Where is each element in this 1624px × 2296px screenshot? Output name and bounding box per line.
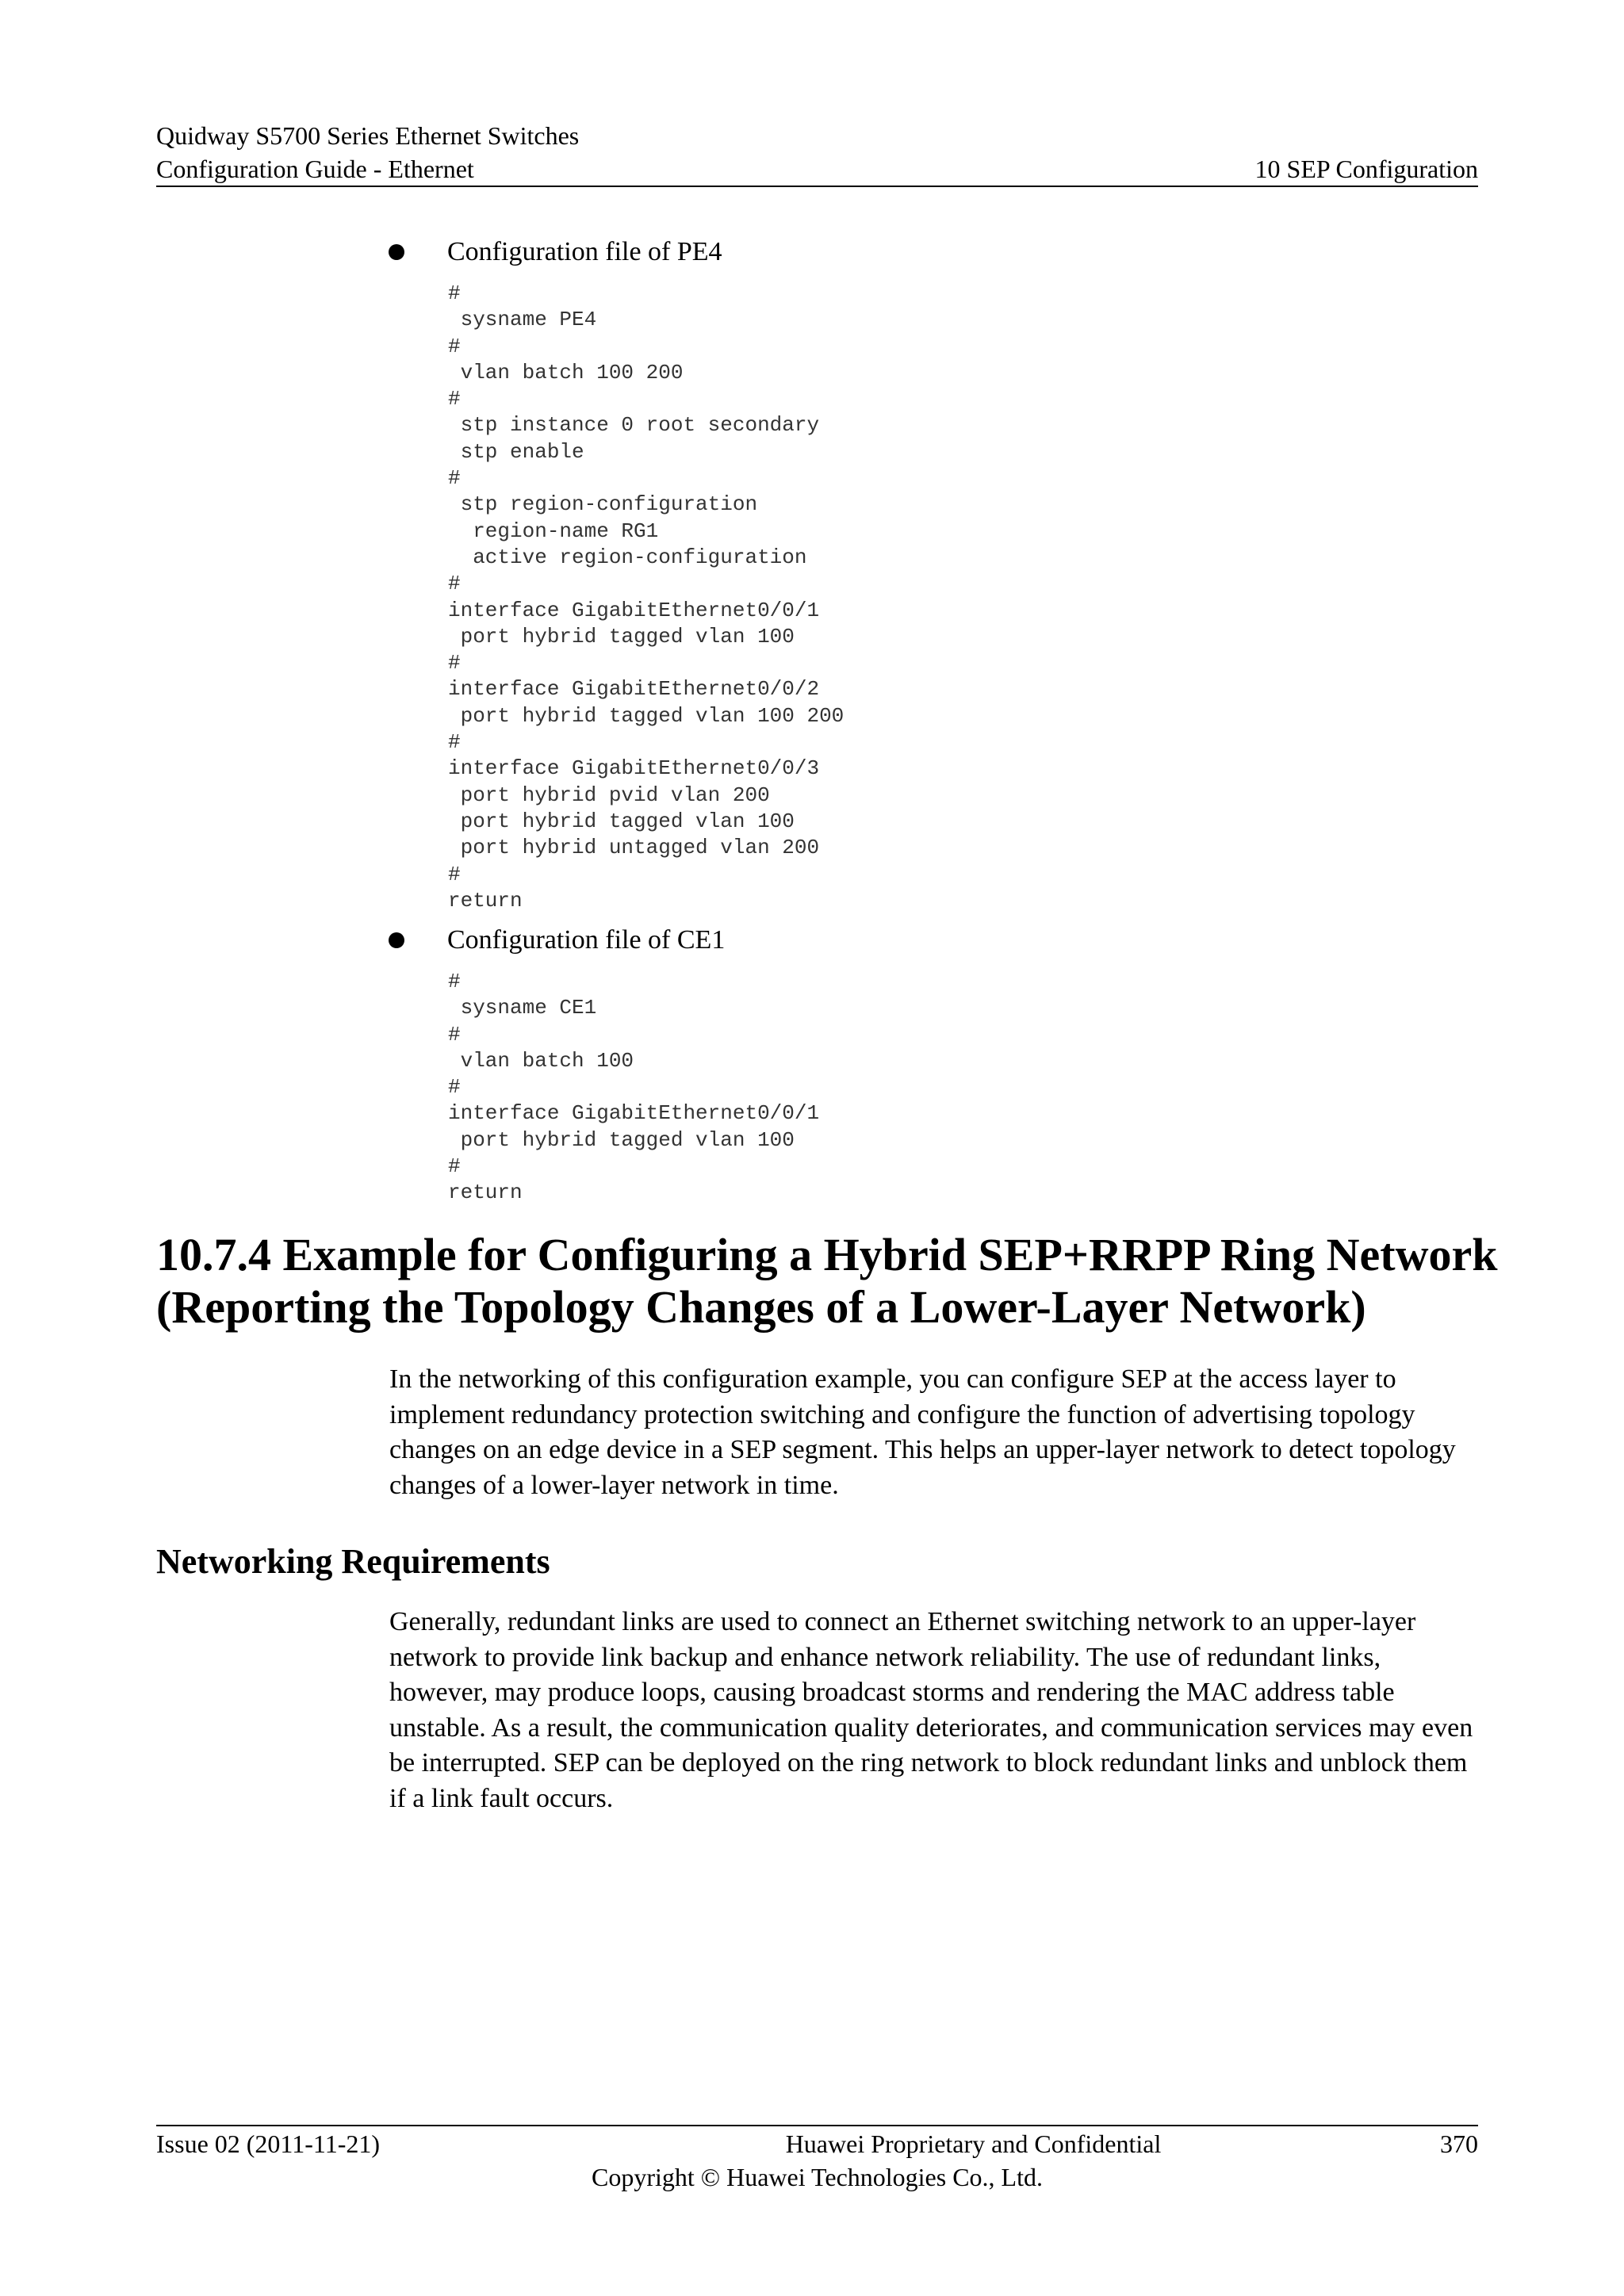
page-header xyxy=(156,119,1478,186)
bullet-dot-icon xyxy=(389,244,404,260)
footer-divider xyxy=(156,2125,1478,2126)
bullet-pe4-config xyxy=(389,235,722,270)
bullet-ce1-config xyxy=(389,923,725,958)
code-block-pe4: # sysname PE4 # vlan batch 100 200 # stp instance 0 root secondary stp enable # stp region-configuration region-name RG1 active region-configuration # interface GigabitEthernet0/0/1 port hybrid tagged vlan 100 # interface GigabitEthernet0/0/2 port hybrid tagged vlan 100 200 # interface GigabitEthernet0/0/3 port hybrid pvid vlan 200 port hybrid tagged vlan 100 port hybrid untagged vlan 200 # return xyxy=(448,281,845,913)
bullet-label: Configuration file of PE4 xyxy=(447,237,722,266)
header-guide: Configuration Guide - Ethernet xyxy=(156,155,474,183)
section-title xyxy=(156,1229,1504,1334)
bullet-dot-icon xyxy=(389,932,404,948)
header-chapter: 10 SEP Configuration xyxy=(1254,155,1478,183)
bullet-label: Configuration file of CE1 xyxy=(447,925,726,955)
header-divider xyxy=(156,186,1478,187)
footer-issue: Issue 02 (2011-11-21) xyxy=(156,2130,381,2158)
section-intro: In the networking of this configuration example, you can configure SEP at the access layer to implement redundancy protection switching and configure the function of advertising topology changes on an edge device in a SEP segment. This helps an upper-layer network to detect topology changes of a lower-layer network in time. xyxy=(389,1364,1456,1500)
page-footer xyxy=(156,2127,1478,2194)
networking-body: Generally, redundant links are used to connect an Ethernet switching network to an upper-layer network to provide link backup and enhance network reliability. The use of redundant links, however, may produce loops, causing broadcast storms and rendering the MAC address table unstable. As a result, the communication quality deteriorates, and communication services may even be interrupted. SEP can be deployed on the ring network to block redundant links and unblock them if a link fault occurs. xyxy=(389,1607,1473,1813)
footer-confidential: Huawei Proprietary and Confidential xyxy=(785,2130,1162,2158)
header-product: Quidway S5700 Series Ethernet Switches xyxy=(156,121,580,150)
networking-heading: Networking Requirements xyxy=(156,1542,550,1581)
code-block-ce1: # sysname CE1 # vlan batch 100 # interface GigabitEthernet0/0/1 port hybrid tagged vlan 100 # return xyxy=(448,970,820,1205)
section-title-line2: (Reporting the Topology Changes of a Lower-Layer Network) xyxy=(156,1281,1366,1333)
section-title-line1: 10.7.4 Example for Configuring a Hybrid SEP+RRPP Ring Network xyxy=(156,1229,1498,1280)
page-number: 370 xyxy=(1440,2130,1478,2158)
footer-copyright: Copyright © Huawei Technologies Co., Ltd. xyxy=(592,2163,1043,2191)
